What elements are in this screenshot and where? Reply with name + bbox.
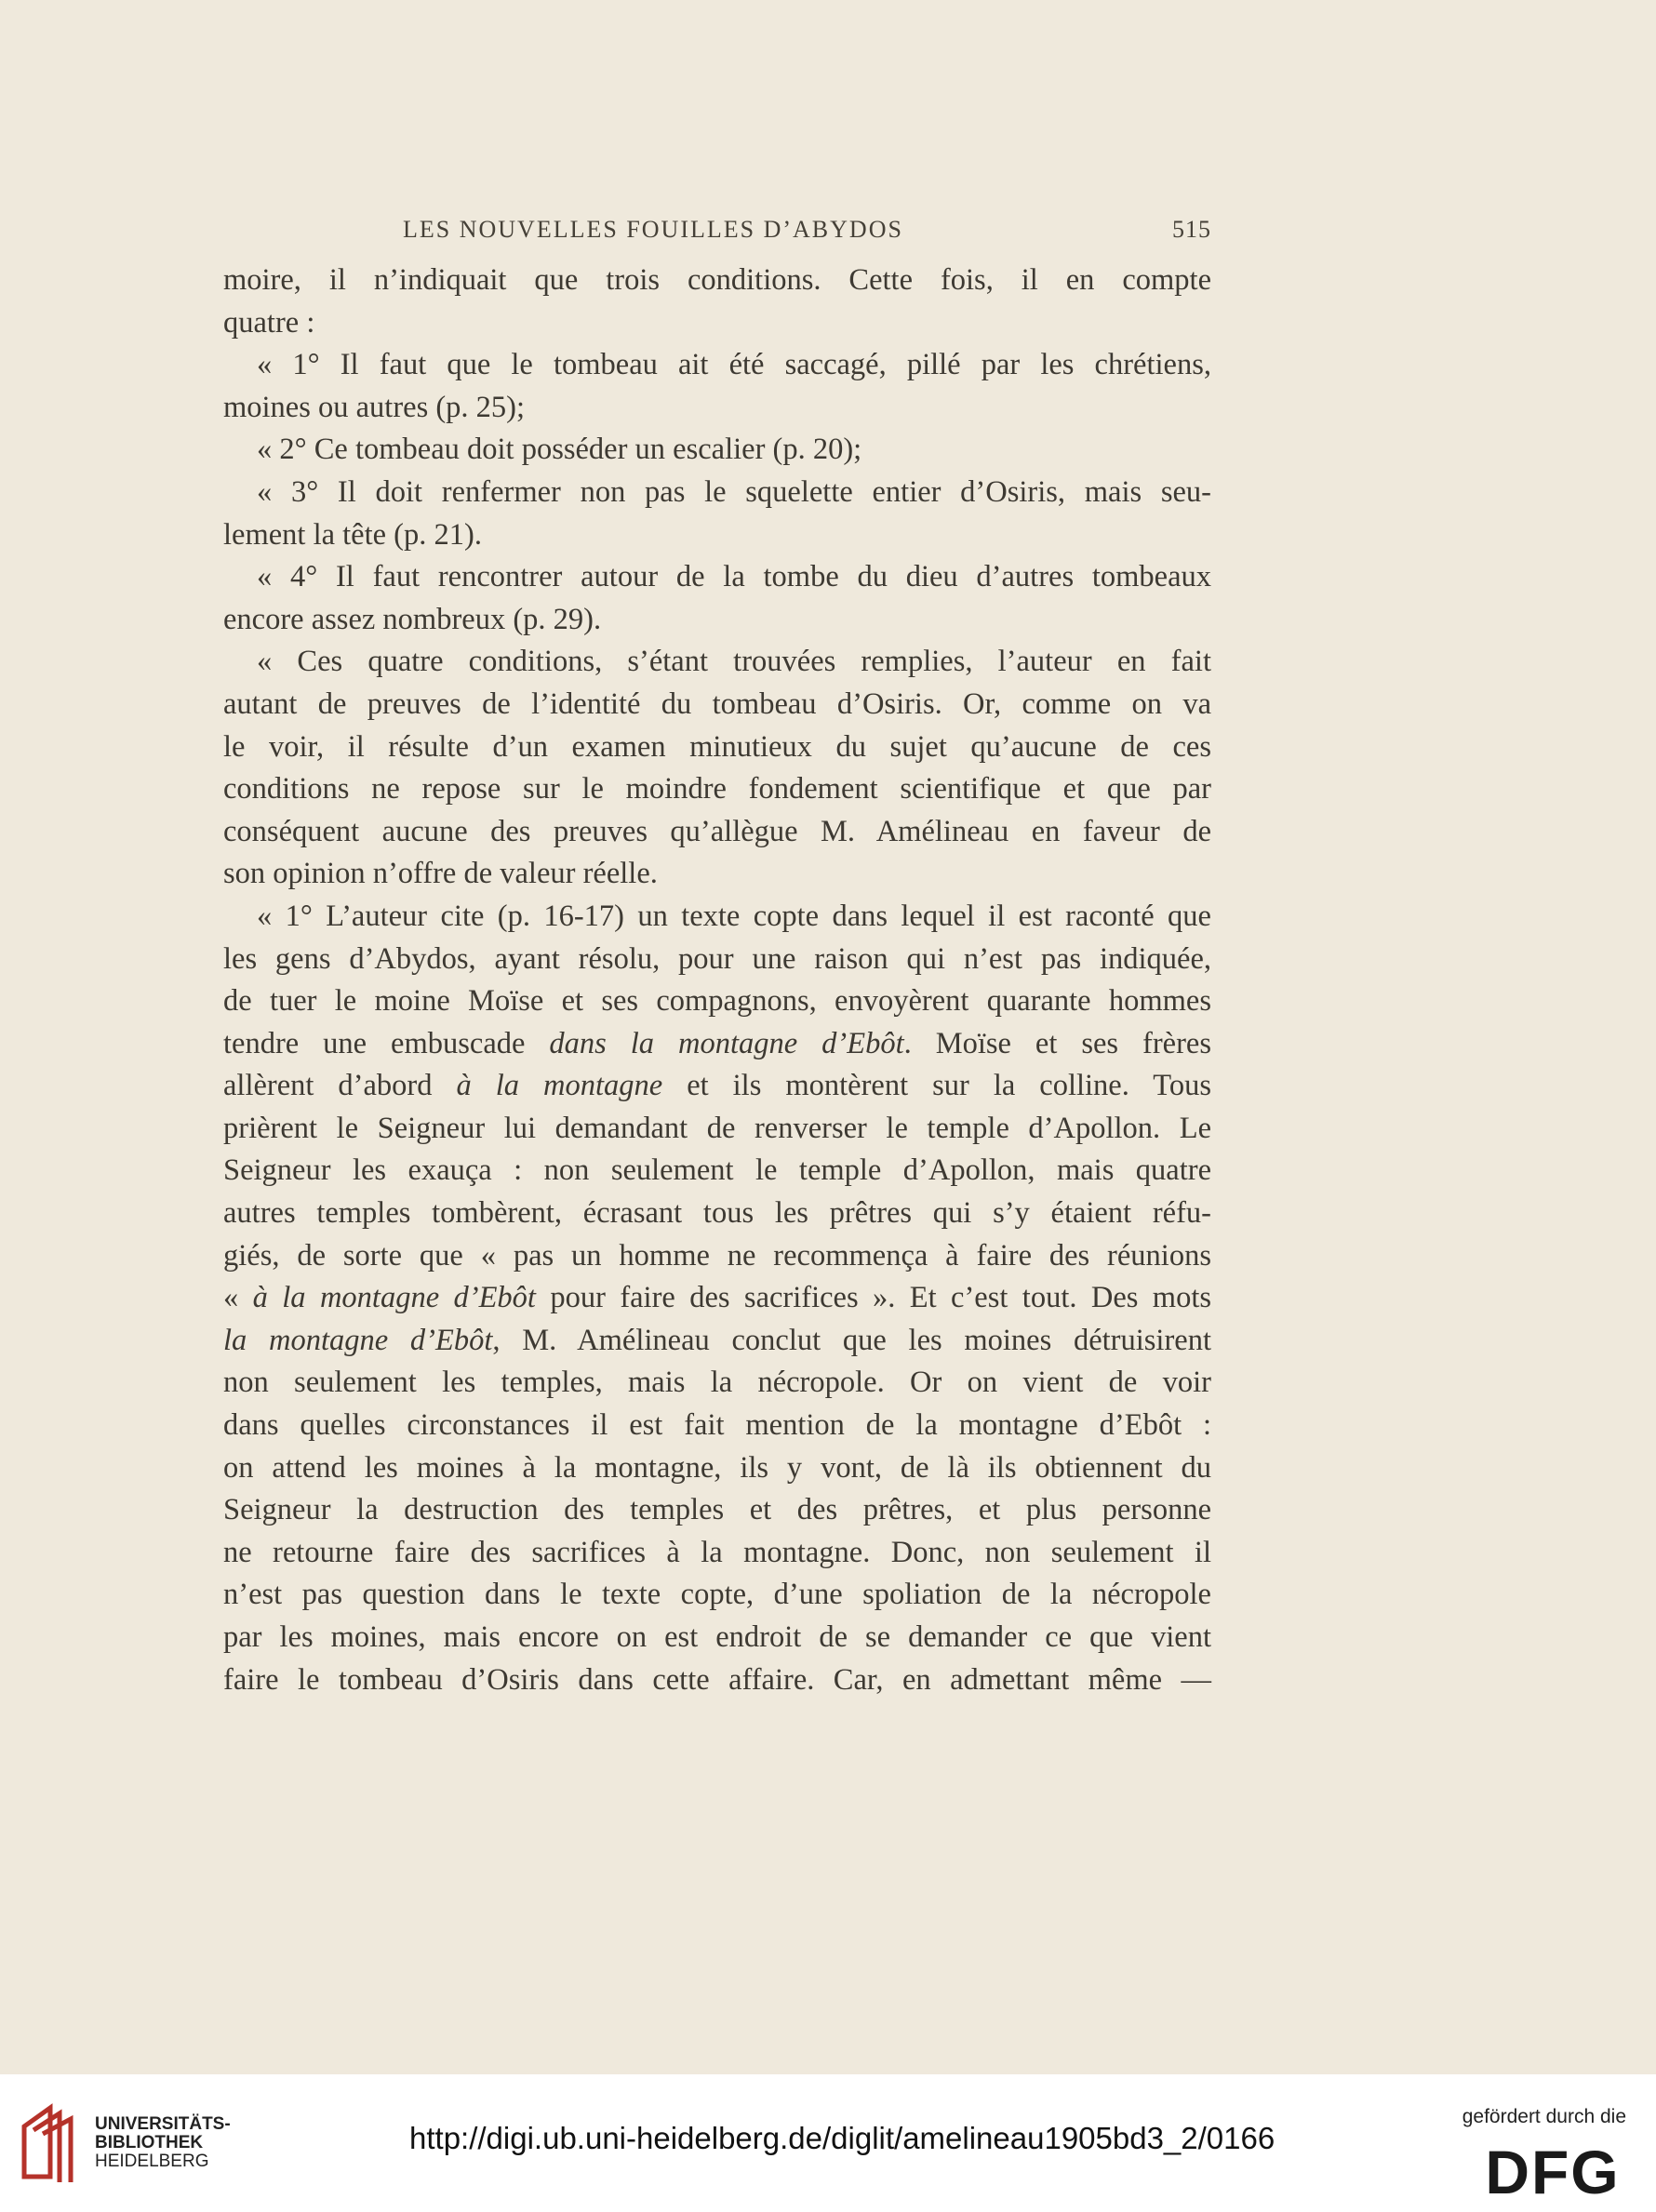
library-name-line: HEIDELBERG <box>95 2152 209 2171</box>
text-line <box>223 1065 1211 1108</box>
text-line <box>223 387 1211 430</box>
text-run: conséquent aucune des preuves qu’allègue M. Amélineau en faveur de <box>223 814 1211 848</box>
text-run: on attend les moines à la montagne, ils y vont, de là ils obtiennent du <box>223 1450 1211 1485</box>
funded-by-label: gefördert durch die <box>1462 2106 1626 2127</box>
text-run: « 1° Il faut que le tombeau ait été saccagé, pillé par les chrétiens, <box>257 348 1211 382</box>
university-library-logo-icon <box>19 2102 78 2184</box>
text-run: ne retourne faire des sacrifices à la montagne. Donc, non seulement il <box>223 1535 1211 1569</box>
footer <box>0 2074 1656 2212</box>
text-line <box>223 1659 1211 1702</box>
text-line <box>223 1532 1211 1575</box>
italic-phrase: à la montagne <box>456 1069 663 1103</box>
library-name <box>95 2115 231 2171</box>
text-line <box>223 726 1211 769</box>
text-line <box>223 1320 1211 1363</box>
text-run: faire le tombeau d’Osiris dans cette affaire. Car, en admettant même — <box>223 1662 1211 1697</box>
text-run: prièrent le Seigneur lui demandant de renverser le temple d’Apollon. Le <box>223 1111 1211 1145</box>
text-run: conditions ne repose sur le moindre fondement scientifique et que par <box>223 772 1211 806</box>
text-run: « 3° Il doit renfermer non pas le squelette entier d’Osiris, mais seu- <box>257 474 1211 509</box>
text-line <box>223 641 1211 684</box>
italic-phrase: la montagne d’Ebôt <box>223 1323 493 1357</box>
text-line <box>223 556 1211 599</box>
text-run: Seigneur les exauça : non seulement le temple d’Apollon, mais quatre <box>223 1153 1211 1188</box>
text-line <box>223 1489 1211 1532</box>
text-line <box>223 896 1211 939</box>
text-run: giés, de sorte que « pas un homme ne recommença à faire des réunions <box>223 1238 1211 1273</box>
text-run: et ils montèrent sur la colline. Tous <box>662 1069 1211 1103</box>
page-header <box>223 216 1211 253</box>
text-line <box>223 302 1211 345</box>
italic-phrase: à la montagne d’Ebôt <box>252 1281 536 1315</box>
page-number: 515 <box>1172 216 1211 243</box>
text-run: les gens d’Abydos, ayant résolu, pour une raison qui n’est pas indiquée, <box>223 941 1211 976</box>
text-line <box>223 514 1211 557</box>
text-run: autres temples tombèrent, écrasant tous les prêtres qui s’y étaient réfu- <box>223 1196 1211 1231</box>
dfg-logo-text: DFG <box>1485 2143 1621 2199</box>
text-line <box>223 344 1211 387</box>
text-run: quatre : <box>223 305 315 340</box>
text-line <box>223 980 1211 1023</box>
text-line <box>223 472 1211 514</box>
text-line <box>223 429 1211 472</box>
text-run: son opinion n’offre de valeur réelle. <box>223 857 658 891</box>
text-run: Seigneur la destruction des temples et des prêtres, et plus personne <box>223 1493 1211 1527</box>
italic-phrase: dans la montagne d’Ebôt <box>549 1026 904 1060</box>
text-run: « 4° Il faut rencontrer autour de la tombe du dieu d’autres tombeaux <box>257 560 1211 594</box>
body-text <box>223 260 1211 1701</box>
text-run: « 2° Ce tombeau doit posséder un escalier (p. 20); <box>257 433 862 467</box>
dfg-logo-icon <box>1474 2143 1632 2199</box>
text-run: par les moines, mais encore on est endroit de se demander ce que vient <box>223 1620 1211 1654</box>
text-run: allèrent d’abord <box>223 1069 457 1103</box>
text-run: tendre une embuscade <box>223 1026 550 1060</box>
text-run: le voir, il résulte d’un examen minutieux du sujet qu’aucune de ces <box>223 729 1211 764</box>
text-line <box>223 768 1211 811</box>
text-run: lement la tête (p. 21). <box>223 517 482 552</box>
text-line <box>223 599 1211 642</box>
text-line <box>223 1193 1211 1235</box>
text-run: dans quelles circonstances il est fait mention de la montagne d’Ebôt : <box>223 1408 1211 1443</box>
text-run: « 1° L’auteur cite (p. 16-17) un texte copte dans lequel il est raconté que <box>257 899 1211 933</box>
library-name-line: BIBLIOTHEK <box>95 2133 204 2152</box>
text-run: non seulement les temples, mais la nécropole. Or on vient de voir <box>223 1366 1211 1400</box>
text-run: « <box>223 1281 253 1315</box>
text-line <box>223 1023 1211 1066</box>
text-line <box>223 1277 1211 1320</box>
running-title: LES NOUVELLES FOUILLES D’ABYDOS <box>403 216 903 243</box>
text-line <box>223 939 1211 981</box>
text-line <box>223 1447 1211 1490</box>
text-run: « Ces quatre conditions, s’étant trouvées remplies, l’auteur en fait <box>257 645 1211 679</box>
text-run: autant de preuves de l’identité du tombeau d’Osiris. Or, comme on va <box>223 686 1211 721</box>
text-line <box>223 853 1211 896</box>
text-run: pour faire des sacrifices ». Et c’est tout. Des mots <box>535 1281 1211 1315</box>
text-line <box>223 1150 1211 1193</box>
text-line <box>223 1235 1211 1278</box>
text-run: moire, il n’indiquait que trois conditions. Cette fois, il en compte <box>223 263 1211 297</box>
text-line <box>223 1108 1211 1151</box>
text-line <box>223 1362 1211 1405</box>
text-run: n’est pas question dans le texte copte, d’une spoliation de la nécropole <box>223 1578 1211 1612</box>
text-run: . Moïse et ses frères <box>903 1026 1211 1060</box>
text-line <box>223 1405 1211 1447</box>
text-run: moines ou autres (p. 25); <box>223 390 526 424</box>
text-line <box>223 260 1211 302</box>
text-line <box>223 684 1211 726</box>
text-run: encore assez nombreux (p. 29). <box>223 602 602 636</box>
text-line <box>223 1574 1211 1617</box>
text-run: de tuer le moine Moïse et ses compagnons, envoyèrent quarante hommes <box>223 984 1211 1019</box>
library-name-line: UNIVERSITÄTS- <box>95 2114 231 2134</box>
text-line <box>223 811 1211 854</box>
permalink-url[interactable]: http://digi.ub.uni-heidelberg.de/diglit/amelineau1905bd3_2/0166 <box>409 2121 1275 2155</box>
text-line <box>223 1617 1211 1659</box>
text-run: , M. Amélineau conclut que les moines détruisirent <box>492 1323 1211 1357</box>
